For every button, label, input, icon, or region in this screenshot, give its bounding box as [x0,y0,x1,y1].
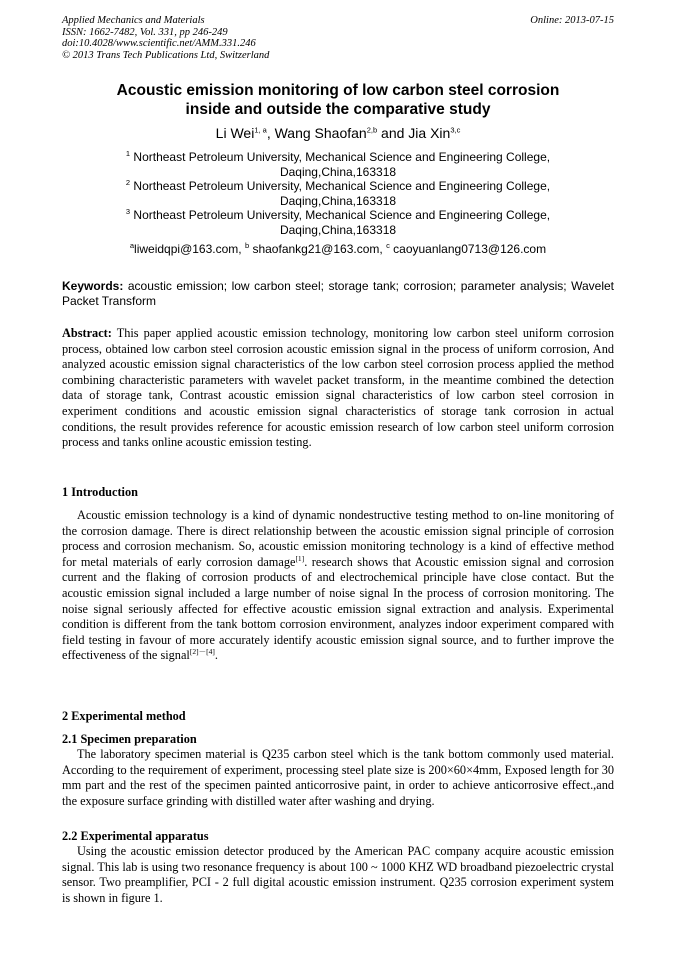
author-2-sup: 2,b [366,125,378,135]
journal-doi: doi:10.4028/www.scientific.net/AMM.331.246 [62,38,256,49]
method-heading: 2 Experimental method [62,709,186,723]
journal-copyright: © 2013 Trans Tech Publications Ltd, Switzerland [62,49,270,61]
affiliation-1 [110,150,566,165]
author-list [62,124,614,142]
affiliation-2-city: Daqing,China,163318 [279,193,397,208]
title-line-2: inside and outside the comparative study [185,101,491,118]
paper-title [62,81,614,119]
journal-name: Applied Mechanics and Materials [62,15,205,26]
affiliations [110,150,566,238]
abstract [62,326,614,451]
affiliation-3 [110,208,566,223]
affiliation-2-num: 2 [125,178,131,188]
abstract-label: Abstract: [62,326,112,340]
title-line-1: Acoustic emission monitoring of low carbon steel corrosion [116,82,560,99]
intro-paragraph [62,508,614,664]
affiliation-2-text: Northeast Petroleum University, Mechanical Science and Engineering College, [130,179,551,194]
affiliation-3-city: Daqing,China,163318 [279,222,397,237]
email-c-sup: c [386,241,390,250]
email-list [62,242,614,256]
keywords [62,279,614,308]
affiliation-3-num: 3 [125,207,131,217]
abstract-text: This paper applied acoustic emission technology, monitoring low carbon steel uniform corrosion process, obtained low carbon steel corrosion acoustic emission signal in the process of uniform corrosion, And analyzed acoustic emission signal characteristics of the low carbon steel corrosion process applied the method combining characteristic parameters with wavelet packet transform, in the meantime combined the detection data of storage tank, Contrast acoustic emission signal characteristics of low carbon steel corrosion in experiment conditions and acoustic emission signal characteristics of storage tank corrosion in actual conditions, the result provides reference for acoustic emission research of low carbon steel uniform corrosion process and tanks online acoustic emission testing. [62,326,614,450]
author-1-sup: 1, a [254,125,267,135]
email-a[interactable]: liweidqpi@163.com, [134,242,245,256]
author-3-sup: 3,c [450,125,461,135]
email-a-sup: a [129,241,135,250]
journal-issn: ISSN: 1662-7482, Vol. 331, pp 246-249 [62,26,228,38]
intro-ref-2: [2]－[4] [189,647,215,657]
author-1: Li Wei [215,125,255,141]
specimen-paragraph: The laboratory specimen material is Q235 carbon steel which is the tank bottom commonly used material. According to the requirement of experiment, processing steel plate size is 200×60×4mm, Exposed length for 30 mm part and the rest of the specimen painted anticorrosive paint, in order to achieve anticorrosive effect.,and the exposure surface grinding with distilled water after washing and drying. [62,747,614,808]
specimen-heading: 2.1 Specimen preparation [62,732,197,746]
apparatus-heading: 2.2 Experimental apparatus [62,829,209,843]
affiliation-3-text: Northeast Petroleum University, Mechanical Science and Engineering College, [130,208,551,223]
affiliation-1-num: 1 [125,149,131,158]
author-3: and Jia Xin [377,125,451,141]
author-2: , Wang Shaofan [266,125,367,141]
keywords-text: acoustic emission; low carbon steel; storage tank; corrosion; parameter analysis; Wavelet Packet Transform [62,279,614,308]
intro-heading: 1 Introduction [62,485,138,499]
intro-text-3: . [214,648,218,663]
affiliation-2 [110,179,566,194]
intro-text-1: Acoustic emission technology is a kind of dynamic nondestructive testing method to on-line monitoring of the corrosion damage. There is direct relationship between the acoustic emission signal principle of corrosion process and corrosion mechanism. So, acoustic emission monitoring technology is a kind of effective method for metal materials of early corrosion damage [62,508,614,569]
affiliation-1-text: Northeast Petroleum University, Mechanical Science and Engineering College, [130,150,551,164]
intro-ref-1: [1] [295,553,305,563]
journal-header [62,15,269,61]
apparatus-paragraph: Using the acoustic emission detector produced by the American PAC company acquire acoustic emission signal. This lab is using two resonance frequency is about 100 ~ 1000 KHZ WD broadband piezoelectric crystal sensor. Two preamplifier, PCI - 2 full digital acoustic emission instrument. Q235 corrosion experiment system is shown in figure 1. [62,844,614,905]
email-b-sup: b [244,241,250,250]
online-date: Online: 2013-07-15 [530,15,614,26]
keywords-label: Keywords: [62,279,124,293]
email-b[interactable]: shaofankg21@163.com, [249,242,387,256]
email-c[interactable]: caoyuanlang0713@126.com [389,242,547,256]
affiliation-1-city: Daqing,China,163318 [279,164,397,179]
intro-text-2: . research shows that Acoustic emission signal and corrosion current and the flaking of corrosion products of and electrochemical principle have close contact. But the acoustic emission signal included a large number of noise signal In the process of corrosion monitoring. The noise signal seriously affected for effective acoustic emission signal extraction and analysis. Experimental condition is different from the tank bottom corrosion environment, analyzes indoor experiment compared with field testing in favour of more accurately identify acoustic emission signal source, and to further improve the effectiveness of the signal [62,554,615,663]
